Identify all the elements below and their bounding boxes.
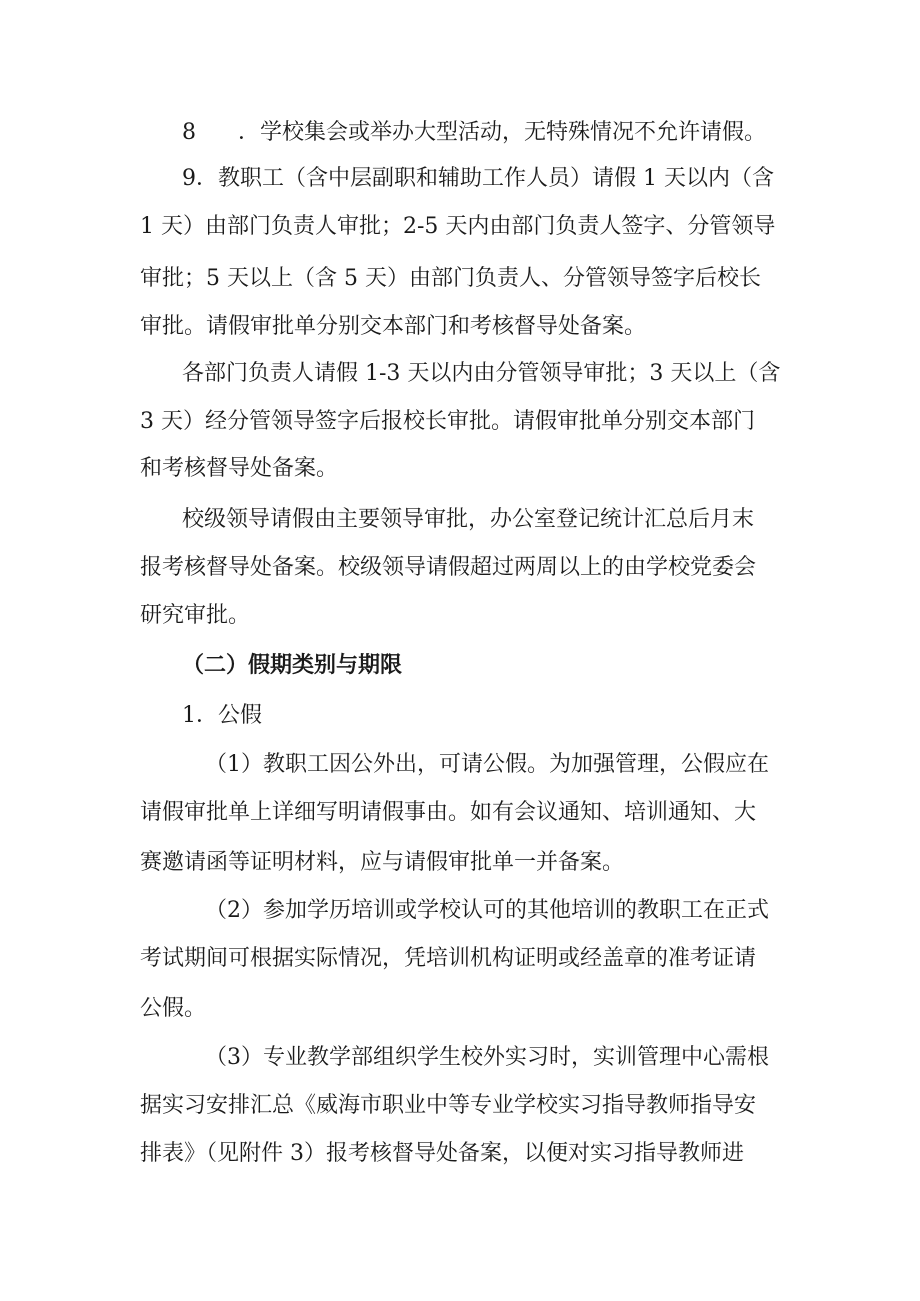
paragraph-8 [182,118,842,148]
item-1-2-line-2: 考试期间可根据实际情况，凭培训机构证明或经盖章的准考证请 [140,946,757,971]
item-1-2-line-1: （2）参加学历培训或学校认可的其他培训的教职工在正式 [205,898,769,923]
section-heading: （二）假期类别与期限 [182,653,403,678]
paragraph-dept-line-1: 各部门负责人请假 1-3 天以内由分管领导审批；3 天以上（含 [182,361,781,386]
paragraph-9-line-4: 审批。请假审批单分别交本部门和考核督导处备案。 [140,314,647,339]
item-1-heading: 1．公假 [182,703,262,728]
item-1-2-line-3: 公假。 [140,996,207,1021]
item-1-1-line-3: 赛邀请函等证明材料，应与请假审批单一并备案。 [140,850,625,875]
item-1-3-line-2: 据实习安排汇总《威海市职业中等专业学校实习指导教师指导安 [140,1093,757,1118]
item-number-8: 8 [182,120,196,145]
paragraph-dept-line-3: 和考核督导处备案。 [140,456,339,481]
paragraph-school-line-2: 报考核督导处备案。校级领导请假超过两周以上的由学校党委会 [140,555,757,580]
paragraph-9-line-2: 1 天）由部门负责人审批；2-5 天内由部门负责人签字、分管领导 [140,214,776,239]
paragraph-9-line-1: 9．教职工（含中层副职和辅助工作人员）请假 1 天以内（含 [182,166,774,191]
item-1-3-line-3: 排表》（见附件 3）报考核督导处备案，以便对实习指导教师进 [140,1141,744,1166]
paragraph-9-line-3: 审批；5 天以上（含 5 天）由部门负责人、分管领导签字后校长 [140,266,761,291]
item-1-1-line-1: （1）教职工因公外出，可请公假。为加强管理，公假应在 [205,752,769,777]
paragraph-school-line-1: 校级领导请假由主要领导审批，办公室登记统计汇总后月末 [182,507,755,532]
item-1-3-line-1: （3）专业教学部组织学生校外实习时，实训管理中心需根 [205,1045,769,1070]
item-1-1-line-2: 请假审批单上详细写明请假事由。如有会议通知、培训通知、大 [140,800,757,825]
paragraph-dept-line-2: 3 天）经分管领导签字后报校长审批。请假审批单分别交本部门 [140,409,755,434]
paragraph-school-line-3: 研究审批。 [140,603,251,628]
paragraph-8-text: ．学校集会或举办大型活动，无特殊情况不允许请假。 [238,120,767,145]
